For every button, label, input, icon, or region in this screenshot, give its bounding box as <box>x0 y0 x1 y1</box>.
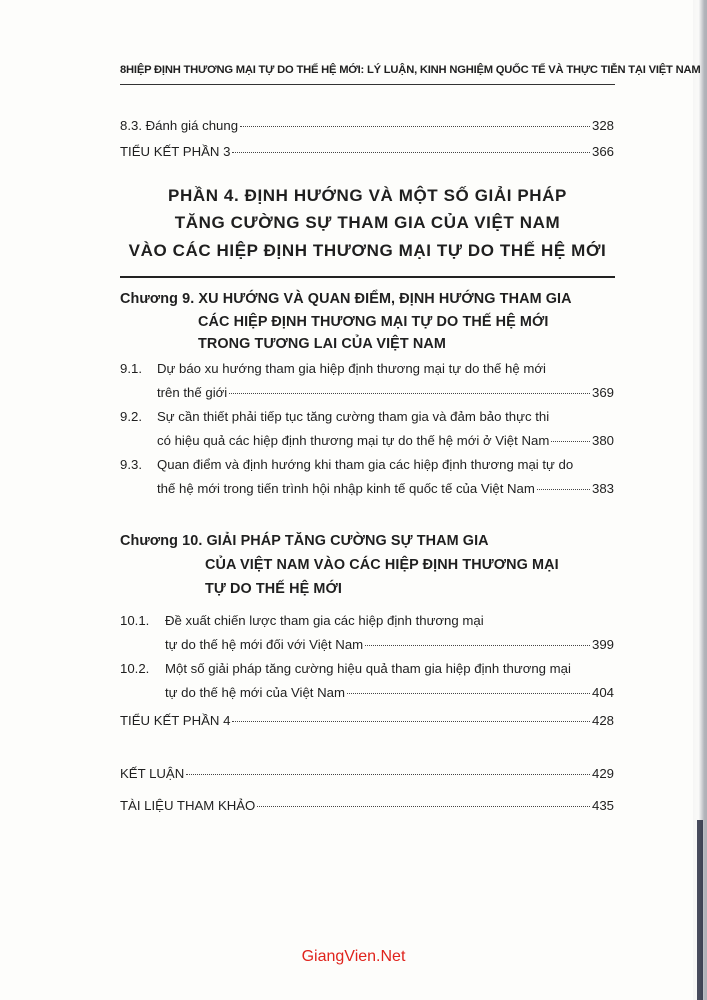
toc-entry-text: TIỂU KẾT PHẦN 4 <box>120 713 231 728</box>
leader-dots <box>232 721 590 722</box>
toc-entry-page: 435 <box>591 798 614 813</box>
part-heading-line-1: PHẦN 4. ĐỊNH HƯỚNG VÀ MỘT SỐ GIẢI PHÁP <box>168 186 567 205</box>
toc-entry-text: TÀI LIỆU THAM KHẢO <box>120 798 256 813</box>
header-rule <box>120 84 615 85</box>
toc-entry-text: 8.3. Đánh giá chung <box>120 118 239 133</box>
leader-dots <box>551 441 590 442</box>
toc-entry-text: thế hệ mới trong tiến trình hội nhập kinh tế quốc tế của Việt Nam <box>157 481 535 496</box>
section-text: Quan điểm và định hướng khi tham gia các hiệp định thương mại tự do <box>157 457 574 472</box>
leader-dots <box>240 126 590 127</box>
chapter10-title-line-1: Chương 10. GIẢI PHÁP TĂNG CƯỜNG SỰ THAM GIA <box>120 533 489 549</box>
part-heading-line-3: VÀO CÁC HIỆP ĐỊNH THƯƠNG MẠI TỰ DO THẾ HỆ MỚI <box>128 241 607 260</box>
section-number: 10.1. <box>120 613 150 628</box>
part-heading-rule <box>120 276 615 278</box>
toc-entry-page: 428 <box>591 713 614 728</box>
section-number: 10.2. <box>120 661 150 676</box>
toc-entry-part4-summary <box>120 713 614 728</box>
toc-entry-references <box>120 798 614 813</box>
section-text: Sự cần thiết phải tiếp tục tăng cường tham gia và đảm bảo thực thi <box>157 409 550 424</box>
section-number: 9.2. <box>120 409 142 424</box>
toc-entry-text: KẾT LUẬN <box>120 766 185 781</box>
toc-entry-page: 429 <box>591 766 614 781</box>
running-header <box>120 58 701 82</box>
toc-entry-text: tự do thế hệ mới đối với Việt Nam <box>165 637 364 652</box>
toc-entry-9-1 <box>157 385 614 400</box>
leader-dots <box>537 489 590 490</box>
leader-dots <box>232 152 590 153</box>
leader-dots <box>229 393 590 394</box>
chapter10-title-line-3: TỰ DO THẾ HỆ MỚI <box>205 581 342 597</box>
leader-dots <box>347 693 590 694</box>
toc-entry-text: tự do thế hệ mới của Việt Nam <box>165 685 345 700</box>
toc-entry-9-2 <box>157 433 614 448</box>
page-number: 8 <box>120 64 127 76</box>
toc-entry-part3-summary <box>120 144 614 159</box>
chapter9-title-line-3: TRONG TƯƠNG LAI CỦA VIỆT NAM <box>198 336 446 352</box>
leader-dots <box>365 645 590 646</box>
toc-entry-text: TIỂU KẾT PHẦN 3 <box>120 144 231 159</box>
leader-dots <box>186 774 590 775</box>
toc-entry-page: 404 <box>591 685 614 700</box>
section-number: 9.1. <box>120 361 142 376</box>
toc-entry-8-3 <box>120 118 614 133</box>
leader-dots <box>257 806 590 807</box>
cover-edge <box>697 820 703 1000</box>
chapter9-title-line-2: CÁC HIỆP ĐỊNH THƯƠNG MẠI TỰ DO THẾ HỆ MỚI <box>198 314 549 330</box>
watermark: GiangVien.Net <box>301 948 406 965</box>
section-number: 9.3. <box>120 457 142 472</box>
section-text: Một số giải pháp tăng cường hiệu quả tham gia hiệp định thương mại <box>165 661 571 676</box>
toc-entry-9-3 <box>157 481 614 496</box>
toc-entry-10-1 <box>165 637 614 652</box>
toc-entry-page: 383 <box>591 481 614 496</box>
toc-entry-page: 380 <box>591 433 614 448</box>
section-text: Đề xuất chiến lược tham gia các hiệp định thương mại <box>165 613 484 628</box>
toc-entry-text: có hiệu quả các hiệp định thương mại tự do thế hệ mới ở Việt Nam <box>157 433 550 448</box>
toc-entry-page: 369 <box>591 385 614 400</box>
running-title: HIỆP ĐỊNH THƯƠNG MẠI TỰ DO THẾ HỆ MỚI: LÝ LUẬN, KINH NGHIỆM QUỐC TẾ VÀ THỰC TIỄN TẠI VIỆT NAM <box>126 64 701 76</box>
toc-entry-page: 399 <box>591 637 614 652</box>
part-heading-line-2: TĂNG CƯỜNG SỰ THAM GIA CỦA VIỆT NAM <box>174 213 561 232</box>
toc-entry-10-2 <box>165 685 614 700</box>
section-text: Dự báo xu hướng tham gia hiệp định thương mại tự do thế hệ mới <box>157 361 546 376</box>
toc-entry-page: 366 <box>591 144 614 159</box>
toc-entry-conclusion <box>120 766 614 781</box>
chapter10-title-line-2: CỦA VIỆT NAM VÀO CÁC HIỆP ĐỊNH THƯƠNG MẠI <box>205 557 559 573</box>
chapter9-title-line-1: Chương 9. XU HƯỚNG VÀ QUAN ĐIỂM, ĐỊNH HƯỚNG THAM GIA <box>120 291 572 307</box>
toc-entry-text: trên thế giới <box>157 385 228 400</box>
toc-entry-page: 328 <box>591 118 614 133</box>
